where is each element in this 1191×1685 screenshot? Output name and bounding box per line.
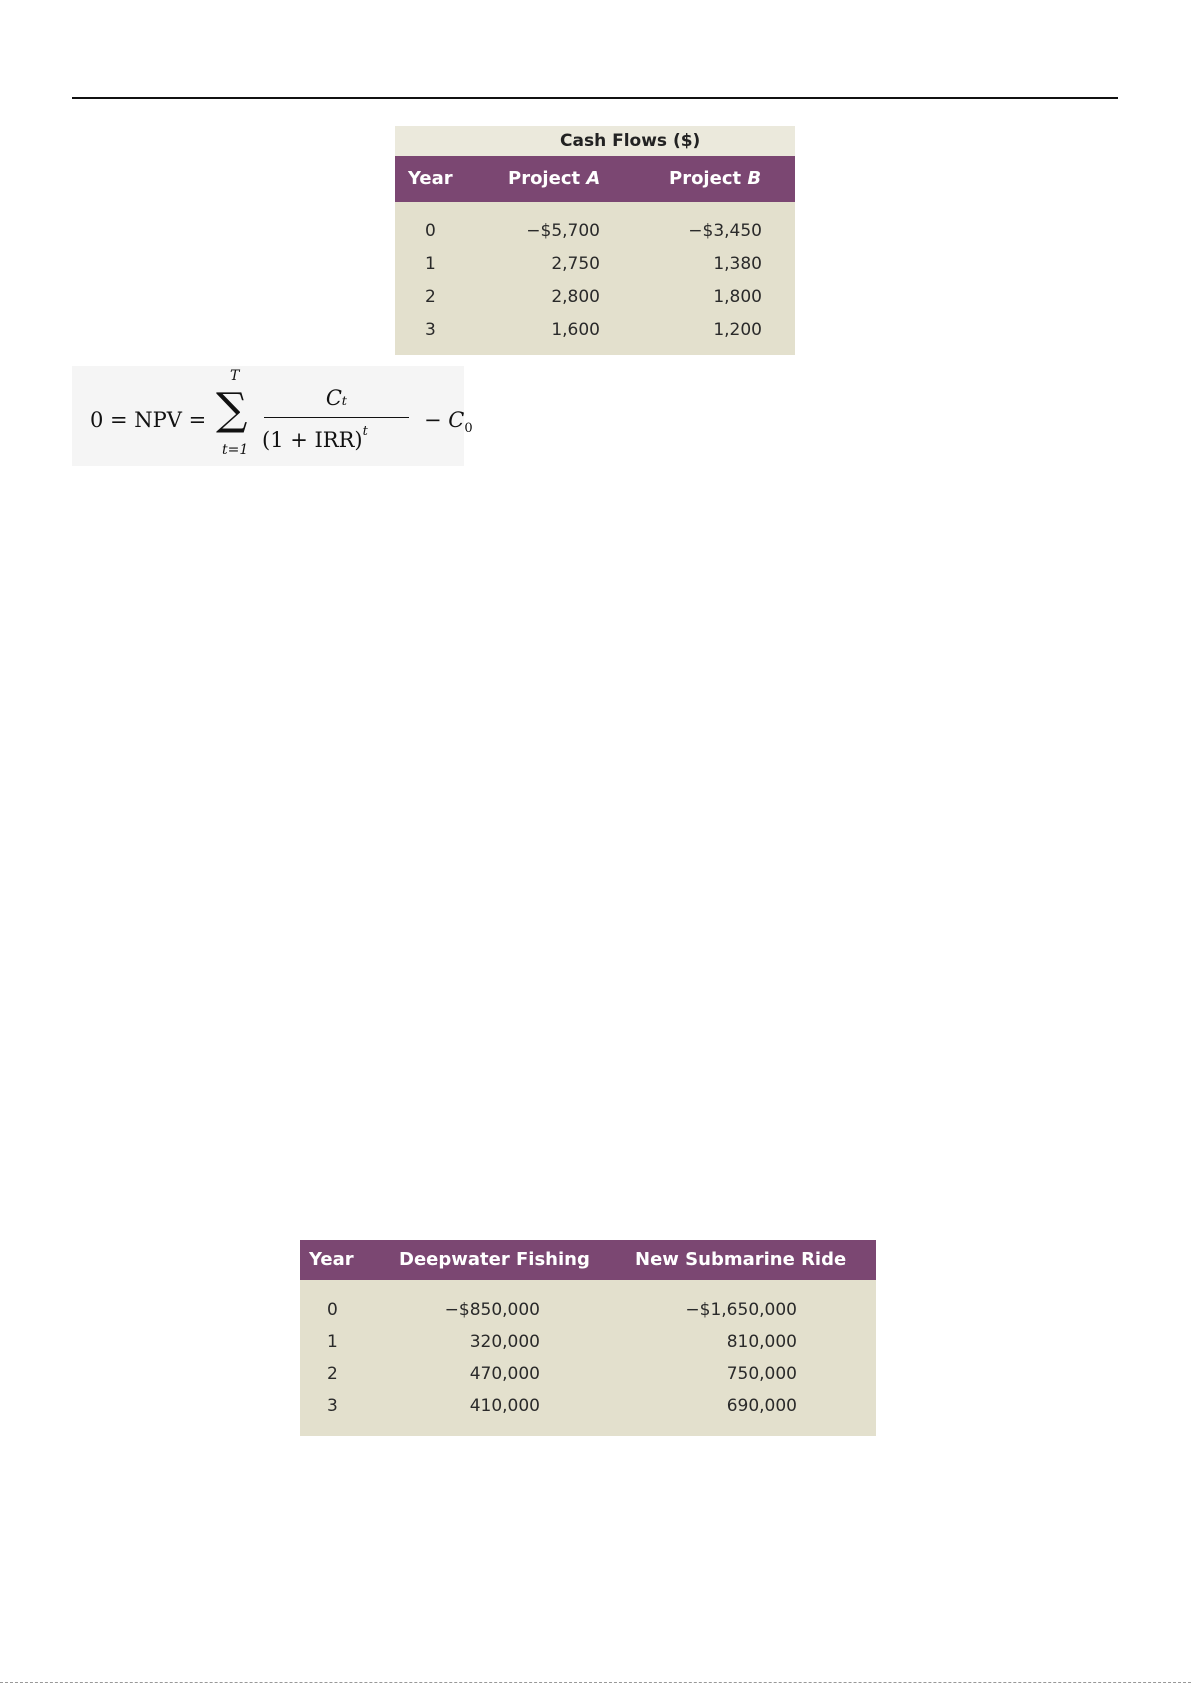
formula-rhs: − $C_0$ [424,408,473,437]
header-deepwater-fishing: Deepwater Fishing [399,1249,590,1270]
cell-project-b: −$3,450 [688,221,762,241]
table-super-header [395,126,795,156]
cell-year: 0 [327,1300,338,1320]
table-row [395,248,795,281]
table-row [395,215,795,248]
cell-deepwater-fishing: 470,000 [469,1364,540,1384]
sum-upper-limit: T [230,368,240,384]
cell-deepwater-fishing: −$850,000 [444,1300,540,1320]
table-header-row [300,1240,876,1280]
cell-deepwater-fishing: 410,000 [469,1396,540,1416]
table-row [300,1359,876,1391]
formula-lhs: 0 = NPV = [90,408,207,432]
header-project-a: Project A [508,168,601,189]
cell-new-submarine-ride: 810,000 [726,1332,797,1352]
cell-project-b: 1,380 [713,254,762,274]
irr-formula [72,366,473,466]
header-project-b: Project B [669,168,762,189]
cell-project-a: 2,750 [551,254,600,274]
cell-project-a: 2,800 [551,287,600,307]
fraction-bar [264,417,409,418]
cell-project-a: 1,600 [551,320,600,340]
cell-year: 3 [327,1396,338,1416]
cell-project-b: 1,200 [713,320,762,340]
header-new-submarine-ride: New Submarine Ride [635,1249,847,1270]
table-row [300,1391,876,1423]
summation-icon: ∑ [216,384,248,435]
cell-year: 1 [327,1332,338,1352]
table-header-row [395,156,795,202]
header-year: Year [408,168,453,189]
cell-deepwater-fishing: 320,000 [469,1332,540,1352]
cell-new-submarine-ride: 750,000 [726,1364,797,1384]
cell-year: 2 [425,287,436,307]
formula-denominator: (1 + IRR)$^t$ [262,424,368,452]
super-header-label: Cash Flows ($) [560,131,701,151]
header-rule [72,97,1118,99]
table-row [395,281,795,314]
cell-year: 0 [425,221,436,241]
table-row [395,314,795,347]
cell-year: 3 [425,320,436,340]
cell-new-submarine-ride: −$1,650,000 [685,1300,797,1320]
cell-new-submarine-ride: 690,000 [726,1396,797,1416]
table-row [300,1327,876,1359]
projects-table [300,1240,876,1436]
table-body [300,1280,876,1436]
table-body [395,202,795,355]
cell-project-b: 1,800 [713,287,762,307]
header-year: Year [309,1249,354,1270]
table-row [300,1295,876,1327]
cell-project-a: −$5,700 [526,221,600,241]
cash-flows-table [395,126,795,355]
page-bottom-edge [0,1682,1191,1683]
formula-numerator: Cₜ [325,386,348,410]
cell-year: 2 [327,1364,338,1384]
cell-year: 1 [425,254,436,274]
sum-lower-limit: t=1 [222,442,249,458]
